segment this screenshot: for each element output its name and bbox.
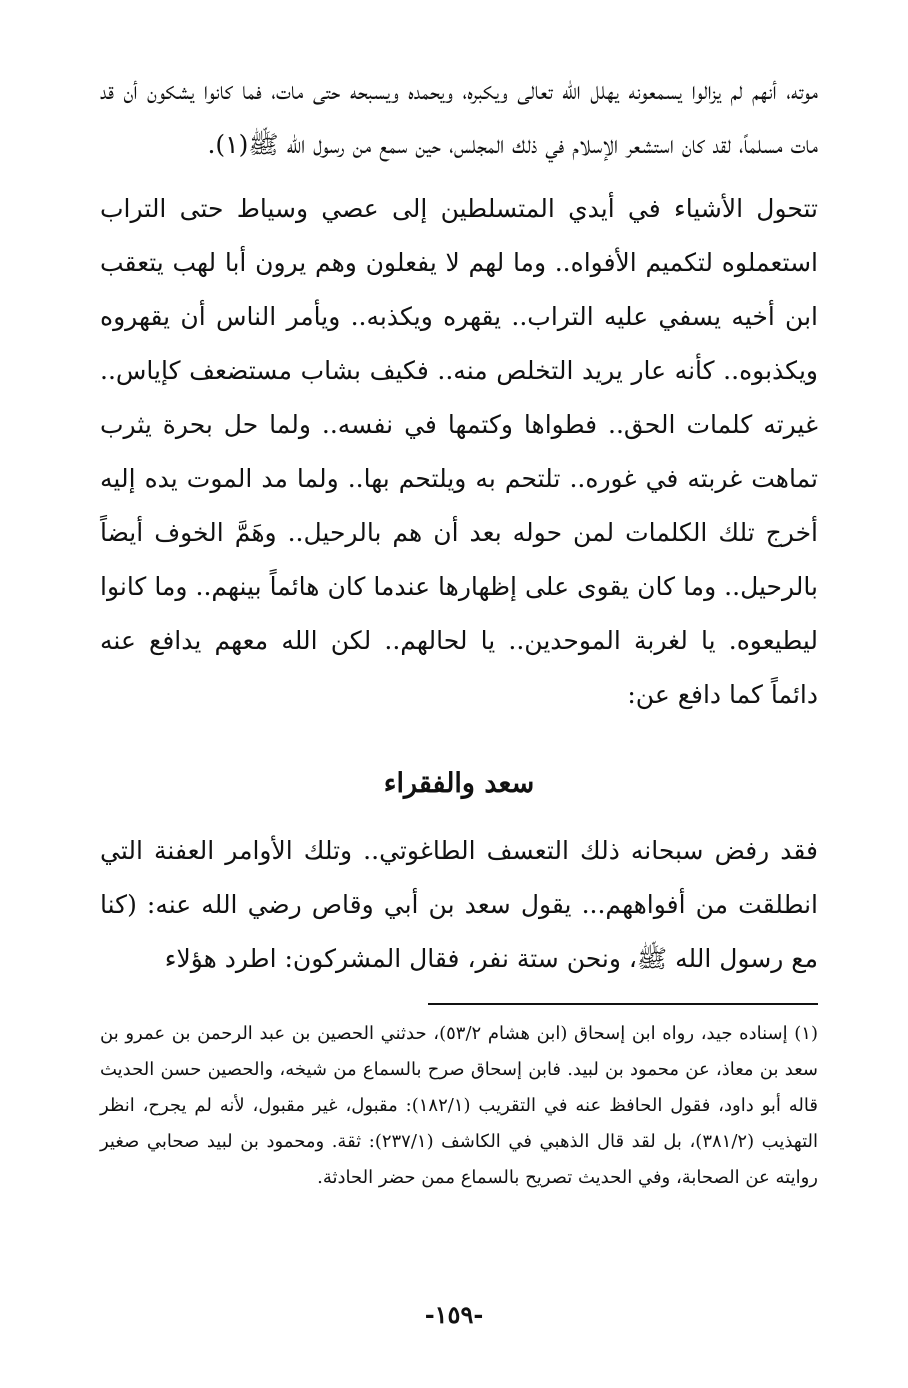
page-number: -١٥٩- (424, 1300, 484, 1329)
footnotes (100, 1016, 818, 1196)
section-paragraph: فقد رفض سبحانه ذلك التعسف الطاغوتي.. وتلك الأوامر العفنة التي انطلقت من أفواههم... يقول سعد بن أبي وقاص رضي الله عنه: (كنا مع رسول الله ﷺ، ونحن ستة نفر، فقال المشركون: اطرد هؤلاء (100, 836, 818, 973)
paragraph-1: موته، أنهم لم يزالوا يسمعونه يهلل الله تعالى ويكبره، ويحمده ويسبحه حتى مات، فما كانوا يشكون أن قد مات مسلماً، لقد كان استشعر الإسلام في ذلك المجلس، حين سمع من رسول الله ﷺ(١). (100, 76, 818, 159)
footnote-1: (١) إسناده جيد، رواه ابن إسحاق (ابن هشام ٥٣/٢)، حدثني الحصين بن عبد الرحمن بن عمرو بن سعد بن معاذ، عن محمود بن لبيد. فابن إسحاق صرح بالسماع من شيخه، والحصين حسن الحديث قاله أبو داود، فقول الحافظ عنه في التقريب (١٨٢/١): مقبول، غير مقبول، لأنه لم يجرح، انظر التهذيب (٣٨١/٢)، بل لقد قال الذهبي في الكاشف (٢٣٧/١): ثقة. ومحمود بن لبيد صحابي صغير روايته عن الصحابة، وفي الحديث تصريح بالسماع ممن حضر الحادثة. (100, 1023, 818, 1188)
footnote-divider (428, 1003, 818, 1005)
paragraph-2: تتحول الأشياء في أيدي المتسلطين إلى عصي وسياط حتى التراب استعملوه لتكميم الأفواه.. وما لهم لا يفعلون وهم يرون أبا لهب يتعقب ابن أخيه يسفي عليه التراب.. يقهره ويكذبه.. ويأمر الناس أن يقهروه ويكذبوه.. كأنه عار يريد التخلص منه.. فكيف بشاب مستضعف كإياس.. غيرته كلمات الحق.. فطواها وكتمها في نفسه.. ولما حل بحرة يثرب تماهت غربته في غوره.. تلتحم به ويلتحم بها.. ولما مد الموت يده إليه أخرج تلك الكلمات لمن حوله بعد أن هم بالرحيل.. وهَمَّ الخوف أيضاً بالرحيل.. وما كان يقوى على إظهارها عندما كان هائماً بينهم.. وما كانوا ليطيعوه. يا لغربة الموحدين.. يا لحالهم.. لكن الله معهم يدافع عنه دائماً كما دافع عن: (100, 194, 818, 709)
main-text-column (100, 64, 818, 986)
section-title: سعد والفقراء (383, 768, 535, 799)
